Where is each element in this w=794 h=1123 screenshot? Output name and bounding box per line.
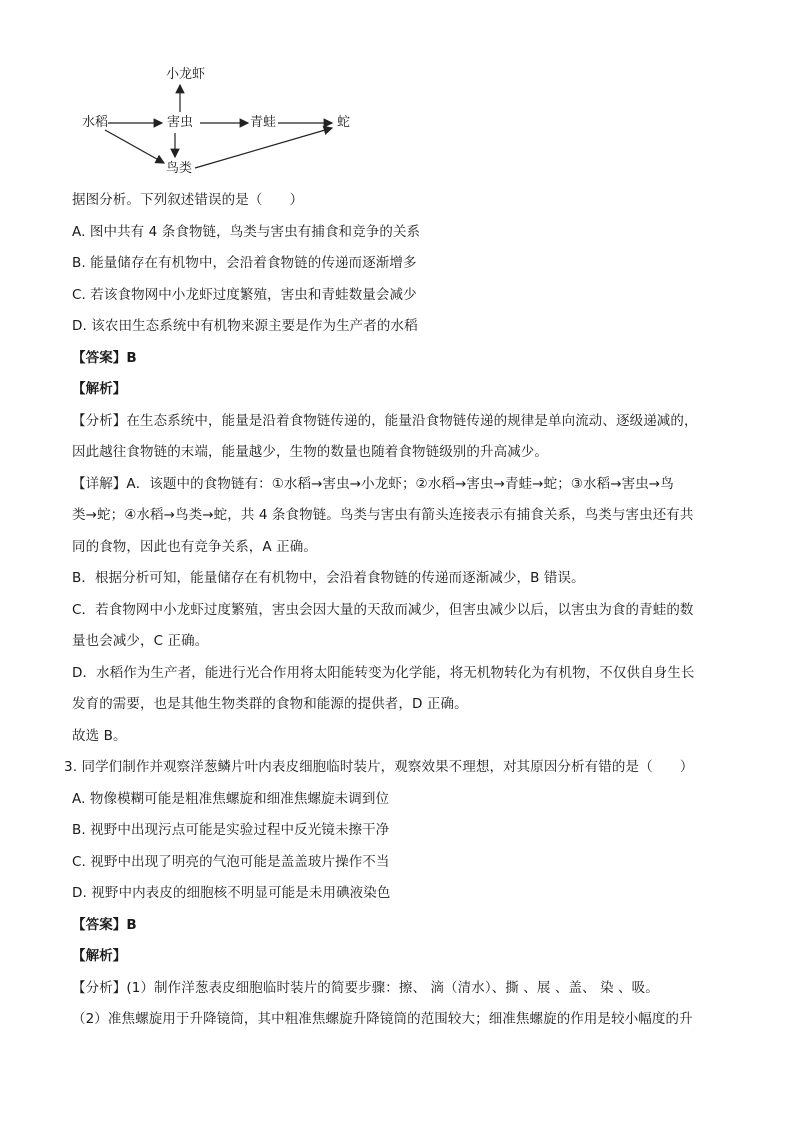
node-haichong: 害虫 <box>167 115 194 130</box>
food-web-arrows <box>70 60 370 185</box>
q2-detail-line: 【详解】A．该题中的食物链有：①水稻→害虫→小龙虾；②水稻→害虫→青蛙→蛇；③水稻→害虫→鸟 <box>72 476 674 492</box>
node-shuidao: 水稻 <box>82 115 109 130</box>
q2-conclusion: 故选 B。 <box>72 728 127 744</box>
q2-detail-line: D．水稻作为生产者，能进行光合作用将太阳能转变为化学能，将无机物转化为有机物，不仅供自身生长 <box>72 665 695 681</box>
q2-analysis-line: 因此越往食物链的末端，能量越少，生物的数量也随着食物链级别的升高减少。 <box>72 444 548 460</box>
q3-answer: 【答案】B <box>72 917 137 933</box>
q3-analysis-line: 【分析】(1）制作洋葱表皮细胞临时装片的简要步骤：擦、 滴（清水）、撕 、展 、盖、 染 、吸。 <box>72 980 659 996</box>
q2-detail-line: 同的食物，因此也有竞争关系，A 正确。 <box>72 539 317 555</box>
q3-option-a: A. 物像模糊可能是粗准焦螺旋和细准焦螺旋未调到位 <box>72 791 390 807</box>
q3-option-b: B. 视野中出现污点可能是实验过程中反光镜未擦干净 <box>72 822 390 838</box>
q2-detail-line: 量也会减少，C 正确。 <box>72 633 209 649</box>
q2-detail-line: 类→蛇；④水稻→鸟类→蛇，共 4 条食物链。鸟类与害虫有箭头连接表示有捕食关系，鸟类与害虫还有共 <box>72 507 694 523</box>
q3-analysis-label: 【解析】 <box>72 948 127 964</box>
q3-stem: 3. 同学们制作并观察洋葱鳞片叶内表皮细胞临时装片，观察效果不理想，对其原因分析有错的是（ ） <box>64 759 694 775</box>
q2-analysis-line: 【分析】在生态系统中，能量是沿着食物链传递的，能量沿食物链传递的规律是单向流动、逐级递减的， <box>72 413 698 429</box>
q3-analysis-line: （2）准焦螺旋用于升降镜筒，其中粗准焦螺旋升降镜筒的范围较大；细准焦螺旋的作用是较小幅度的升 <box>72 1011 693 1027</box>
q2-option-d: D. 该农田生态系统中有机物来源主要是作为生产者的水稻 <box>72 318 418 334</box>
q2-stem: 据图分析。下列叙述错误的是（ ） <box>72 192 304 208</box>
node-qingwa: 青蛙 <box>250 115 277 130</box>
node-she: 蛇 <box>337 115 351 130</box>
arrow-shuidao-niaolei <box>105 130 164 163</box>
q2-option-a: A. 图中共有 4 条食物链，鸟类与害虫有捕食和竞争的关系 <box>72 224 421 240</box>
q2-detail-line: C．若食物网中小龙虾过度繁殖，害虫会因大量的天敌而减少，但害虫减少以后，以害虫为食的青蛙的数 <box>72 602 694 618</box>
q2-analysis-label: 【解析】 <box>72 381 127 397</box>
q3-option-d: D. 视野中内表皮的细胞核不明显可能是未用碘液染色 <box>72 885 391 901</box>
q3-option-c: C. 视野中出现了明亮的气泡可能是盖盖玻片操作不当 <box>72 854 390 870</box>
q2-option-c: C. 若该食物网中小龙虾过度繁殖，害虫和青蛙数量会减少 <box>72 287 417 303</box>
q2-detail-line: 发育的需要，也是其他生物类群的食物和能源的提供者，D 正确。 <box>72 696 468 712</box>
q2-option-b: B. 能量储存在有机物中，会沿着食物链的传递而逐渐增多 <box>72 255 417 271</box>
node-niaolei: 鸟类 <box>166 161 193 176</box>
q2-detail-line: B．根据分析可知，能量储存在有机物中，会沿着食物链的传递而逐渐减少，B 错误。 <box>72 570 585 586</box>
food-web-diagram <box>70 60 370 185</box>
q2-answer: 【答案】B <box>72 350 137 366</box>
node-xiaolongxia: 小龙虾 <box>166 67 206 82</box>
arrow-niaolei-she <box>195 128 332 168</box>
